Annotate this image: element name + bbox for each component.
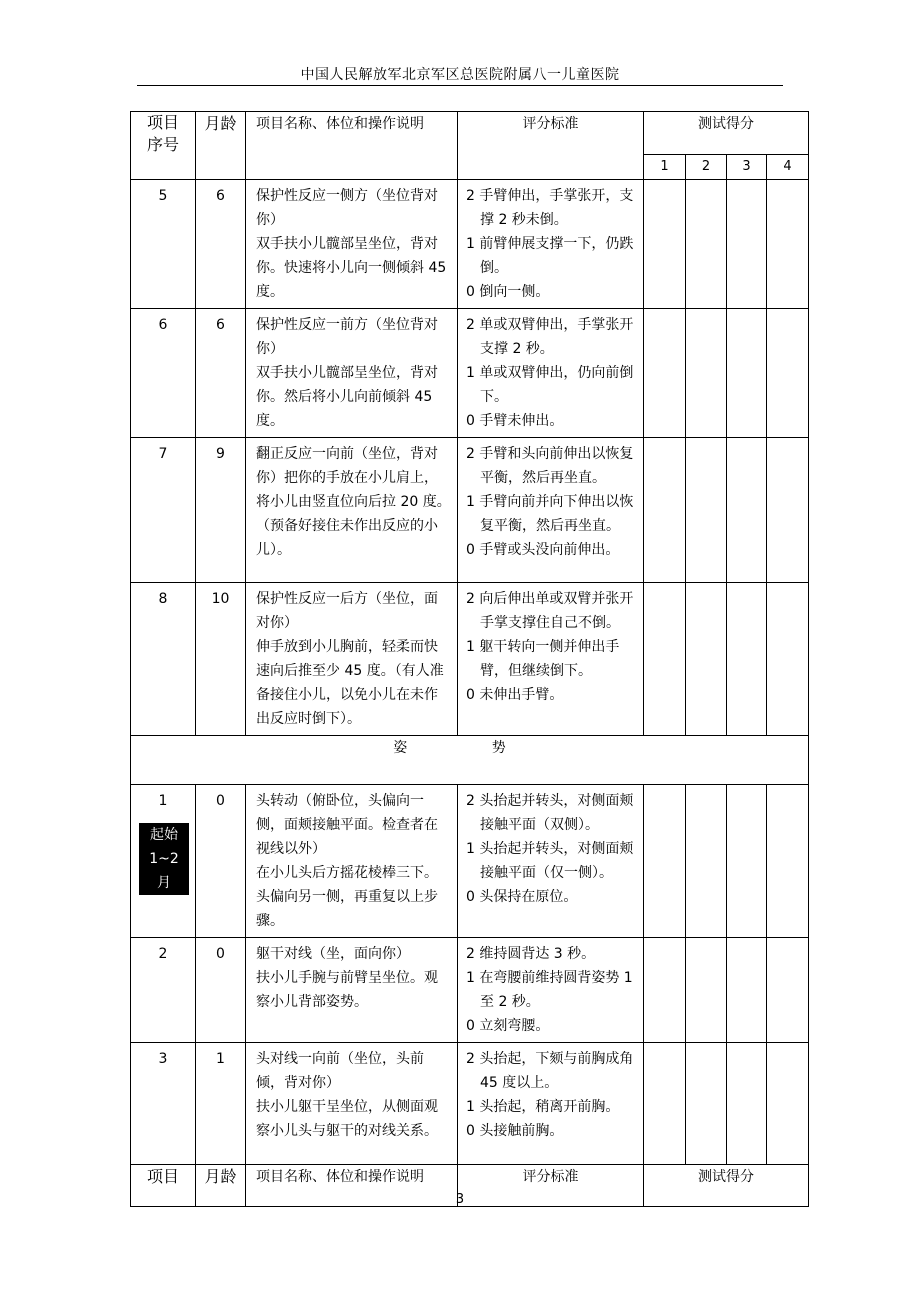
header-criteria: 评分标准: [458, 112, 644, 180]
header-age: 月龄: [196, 112, 246, 180]
item-age: 9: [196, 438, 246, 583]
header-divider: [137, 85, 783, 86]
item-number: 6: [131, 309, 196, 438]
item-description: 翻正反应一向前（坐位，背对你）把你的手放在小儿肩上，将小儿由竖直位向后拉 20 度。（预备好接住未作出反应的小儿）。: [246, 438, 458, 583]
score-cell[interactable]: [686, 180, 727, 309]
footer-description: 项目名称、体位和操作说明: [246, 1165, 458, 1207]
item-description: 头对线一向前（坐位，头前倾，背对你） 扶小儿躯干呈坐位，从侧面观察小儿头与躯干的对线关系。: [246, 1043, 458, 1165]
score-cell[interactable]: [767, 180, 809, 309]
table-row: [131, 1043, 809, 1165]
item-age: 6: [196, 180, 246, 309]
item-criteria: 2 向后伸出单或双臂并张开手掌支撑住自己不倒。 1 躯干转向一侧并伸出手臂，但继续倒下。 0 未伸出手臂。: [458, 583, 644, 736]
start-age-badge: 起始 1~2 月: [139, 823, 189, 895]
table-row: [131, 438, 809, 583]
score-cell[interactable]: [644, 180, 686, 309]
item-number: 7: [131, 438, 196, 583]
score-cell[interactable]: [727, 180, 767, 309]
score-cell[interactable]: [686, 1043, 727, 1165]
item-description: 保护性反应一侧方（坐位背对你） 双手扶小儿髋部呈坐位，背对你。快速将小儿向一侧倾斜 45 度。: [246, 180, 458, 309]
score-cell[interactable]: [644, 1043, 686, 1165]
footer-item: 项目: [131, 1165, 196, 1207]
item-criteria: 2 单或双臂伸出，手掌张开支撑 2 秒。 1 单或双臂伸出，仍向前倒下。 0 手臂未伸出。: [458, 309, 644, 438]
score-cell[interactable]: [767, 438, 809, 583]
score-cell[interactable]: [767, 938, 809, 1043]
table-row: [131, 309, 809, 438]
score-col-4: 4: [767, 155, 809, 180]
score-cell[interactable]: [644, 938, 686, 1043]
header-item-number: 项目 序号: [131, 112, 196, 180]
score-cell[interactable]: [644, 583, 686, 736]
page-number: 3: [455, 1192, 465, 1207]
score-cell[interactable]: [727, 583, 767, 736]
item-number: 8: [131, 583, 196, 736]
item-number: 2: [131, 938, 196, 1043]
table-row: [131, 938, 809, 1043]
score-cell[interactable]: [644, 309, 686, 438]
section-title: 姿 势: [131, 736, 809, 785]
item-criteria: 2 头抬起并转头，对侧面颊接触平面（双侧）。 1 头抬起并转头，对侧面颊接触平面（仅一侧）。 0 头保持在原位。: [458, 785, 644, 938]
score-cell[interactable]: [727, 1043, 767, 1165]
item-criteria: 2 维持圆背达 3 秒。 1 在弯腰前维持圆背姿势 1 至 2 秒。 0 立刻弯腰。: [458, 938, 644, 1043]
item-age: 6: [196, 309, 246, 438]
score-cell[interactable]: [644, 785, 686, 938]
score-cell[interactable]: [767, 309, 809, 438]
footer-criteria: 评分标准: [458, 1165, 644, 1207]
item-description: 头转动（俯卧位，头偏向一侧，面颊接触平面。检查者在视线以外） 在小儿头后方摇花棱棒三下。头偏向另一侧，再重复以上步骤。: [246, 785, 458, 938]
header-description: 项目名称、体位和操作说明: [246, 112, 458, 180]
score-col-2: 2: [686, 155, 727, 180]
score-cell[interactable]: [727, 938, 767, 1043]
item-criteria: 2 头抬起，下颏与前胸成角 45 度以上。 1 头抬起，稍离开前胸。 0 头接触前胸。: [458, 1043, 644, 1165]
page-header-title: 中国人民解放军北京军区总医院附属八一儿童医院: [300, 67, 620, 83]
score-cell[interactable]: [686, 785, 727, 938]
score-cell[interactable]: [727, 785, 767, 938]
table-row: [131, 583, 809, 736]
item-age: 0: [196, 785, 246, 938]
score-cell[interactable]: [686, 438, 727, 583]
item-number: 5: [131, 180, 196, 309]
item-description: 躯干对线（坐，面向你） 扶小儿手腕与前臂呈坐位。观察小儿背部姿势。: [246, 938, 458, 1043]
score-cell[interactable]: [767, 785, 809, 938]
score-cell[interactable]: [767, 1043, 809, 1165]
header-test-score: 测试得分: [644, 112, 809, 155]
score-col-1: 1: [644, 155, 686, 180]
table-row: [131, 785, 809, 938]
score-cell[interactable]: [727, 309, 767, 438]
item-number-cell: [131, 785, 196, 938]
score-cell[interactable]: [686, 309, 727, 438]
item-age: 1: [196, 1043, 246, 1165]
footer-test-score: 测试得分: [644, 1165, 809, 1207]
item-age: 10: [196, 583, 246, 736]
score-col-3: 3: [727, 155, 767, 180]
item-criteria: 2 手臂伸出，手掌张开，支撑 2 秒未倒。 1 前臂伸展支撑一下，仍跌倒。 0 倒向一侧。: [458, 180, 644, 309]
footer-age: 月龄: [196, 1165, 246, 1207]
score-cell[interactable]: [767, 583, 809, 736]
item-description: 保护性反应一后方（坐位，面对你） 伸手放到小儿胸前，轻柔而快速向后推至少 45 度。（有人准备接住小儿，以免小儿在未作出反应时倒下）。: [246, 583, 458, 736]
score-cell[interactable]: [686, 583, 727, 736]
score-cell[interactable]: [727, 438, 767, 583]
item-age: 0: [196, 938, 246, 1043]
item-number: 1: [158, 793, 168, 809]
score-cell[interactable]: [644, 438, 686, 583]
item-criteria: 2 手臂和头向前伸出以恢复平衡，然后再坐直。 1 手臂向前并向下伸出以恢复平衡，然后再坐直。 0 手臂或头没向前伸出。: [458, 438, 644, 583]
assessment-table: [130, 111, 809, 1207]
score-cell[interactable]: [686, 938, 727, 1043]
table-row: [131, 180, 809, 309]
item-number: 3: [131, 1043, 196, 1165]
item-description: 保护性反应一前方（坐位背对你） 双手扶小儿髋部呈坐位，背对你。然后将小儿向前倾斜 45 度。: [246, 309, 458, 438]
